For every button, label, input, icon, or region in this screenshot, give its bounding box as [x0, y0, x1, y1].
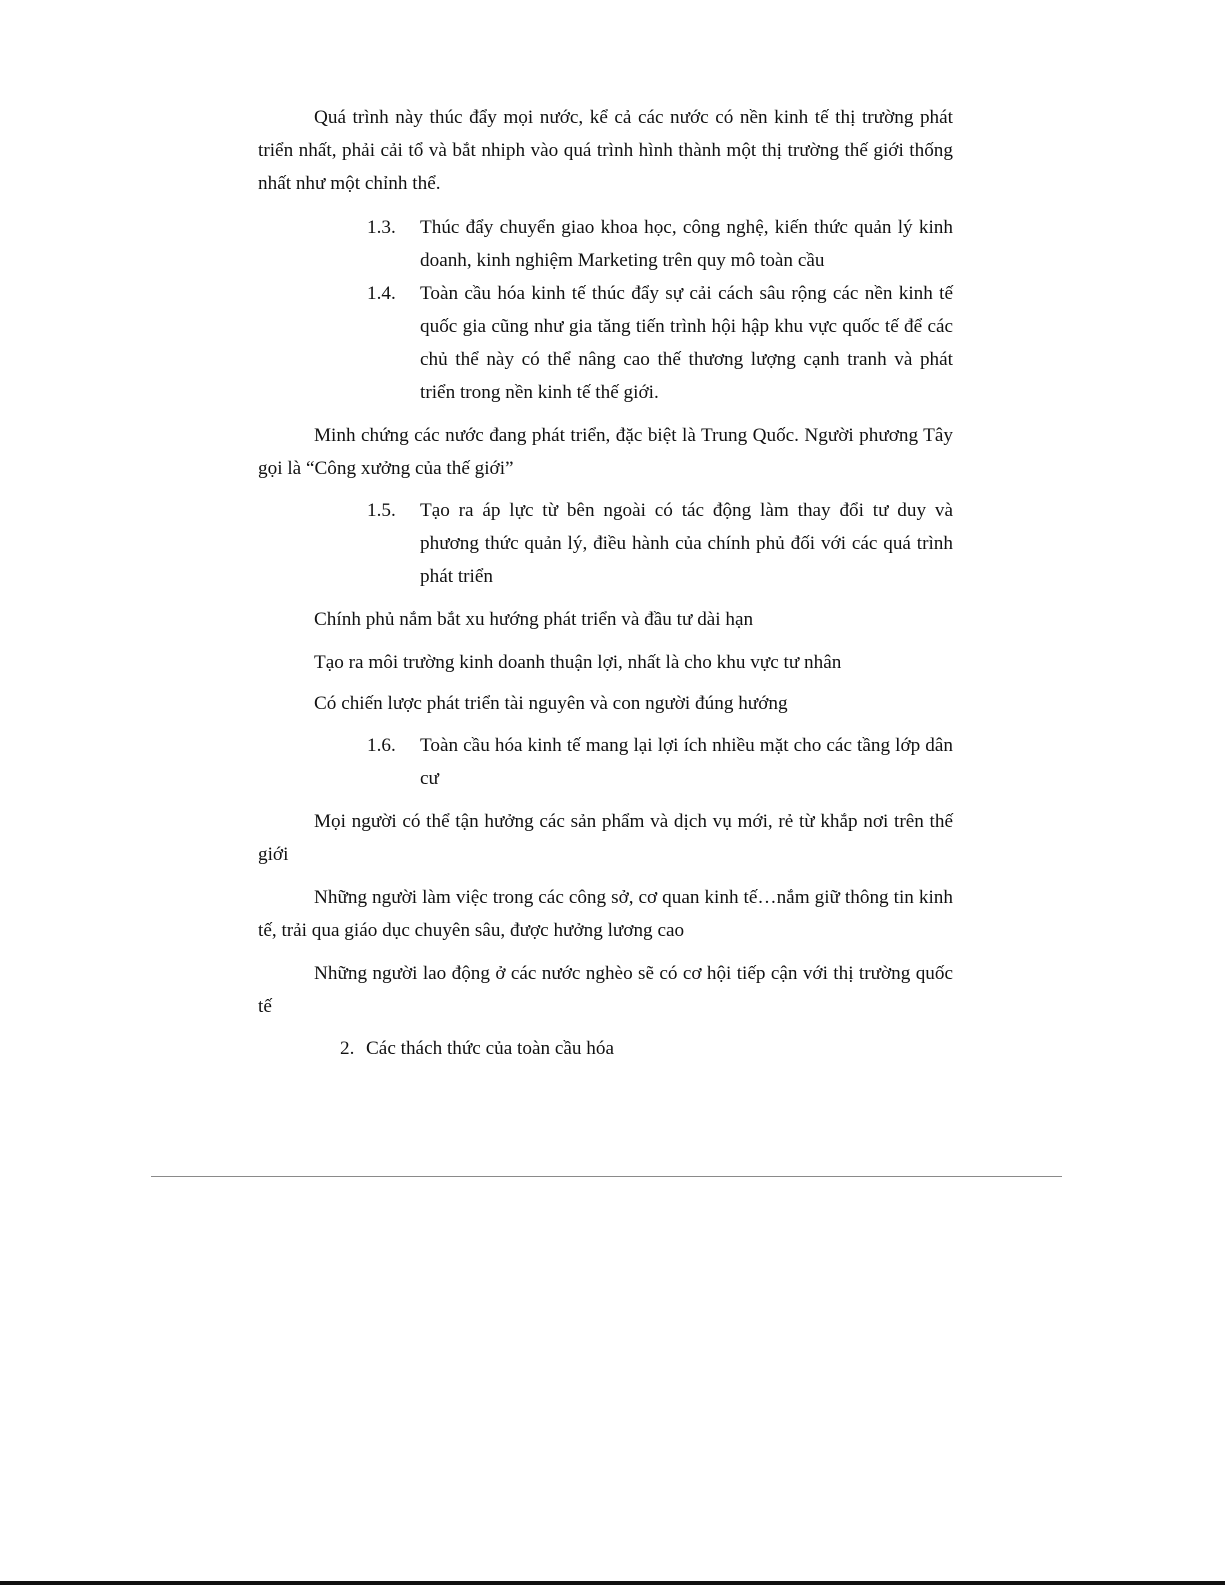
list-item-1-4 [367, 277, 953, 409]
paragraph-strategy: Có chiến lược phát triển tài nguyên và con người đúng hướng [314, 693, 788, 714]
list-text: Tạo ra áp lực từ bên ngoài có tác động làm thay đổi tư duy và phương thức quản lý, điều hành của chính phủ đối với các quá trình phát triển [420, 500, 953, 587]
list-item-1-3 [367, 211, 953, 277]
list-item-1-5 [367, 494, 953, 593]
heading-number: 2. [340, 1038, 355, 1059]
list-number: 1.4. [367, 283, 396, 304]
paragraph-office-workers: Những người làm việc trong các công sở, cơ quan kinh tế…nắm giữ thông tin kinh tế, trải qua giáo dục chuyên sâu, được hưởng lương cao [258, 887, 953, 941]
paragraph-business-env: Tạo ra môi trường kinh doanh thuận lợi, nhất là cho khu vực tư nhân [314, 652, 842, 673]
list-text: Thúc đẩy chuyển giao khoa học, công nghệ, kiến thức quản lý kinh doanh, kinh nghiệm Marketing trên quy mô toàn cầu [420, 217, 953, 271]
list-text: Toàn cầu hóa kinh tế thúc đẩy sự cải cách sâu rộng các nền kinh tế quốc gia cũng như gia tăng tiến trình hội hập khu vực quốc tế để các chủ thể này có thể nâng cao thế thương lượng cạnh tranh và phát triển trong nền kinh tế thế giới. [420, 283, 953, 403]
page-bottom-edge [0, 1581, 1225, 1585]
paragraph-intro: Quá trình này thúc đẩy mọi nước, kể cả các nước có nền kinh tế thị trường phát triển nhất, phải cải tổ và bắt nhiph vào quá trình hình thành một thị trường thế giới thống nhất như một chỉnh thể. [258, 107, 953, 194]
paragraph-consumers: Mọi người có thể tận hưởng các sản phẩm và dịch vụ mới, rẻ từ khắp nơi trên thế giới [258, 811, 953, 865]
list-number: 1.5. [367, 500, 396, 521]
list-number: 1.6. [367, 735, 396, 756]
paragraph-poor-workers: Những người lao động ở các nước nghèo sẽ có cơ hội tiếp cận với thị trường quốc tế [258, 963, 953, 1017]
paragraph-evidence: Minh chứng các nước đang phát triển, đặc biệt là Trung Quốc. Người phương Tây gọi là “Công xưởng của thế giới” [258, 425, 953, 479]
heading-text: Các thách thức của toàn cầu hóa [366, 1038, 614, 1059]
list-text: Toàn cầu hóa kinh tế mang lại lợi ích nhiều mặt cho các tầng lớp dân cư [420, 735, 953, 789]
paragraph-government: Chính phủ nắm bắt xu hướng phát triển và đầu tư dài hạn [314, 609, 754, 630]
section-heading [340, 1032, 614, 1065]
list-number: 1.3. [367, 217, 396, 238]
list-item-1-6 [367, 729, 953, 795]
footer-divider [151, 1176, 1062, 1177]
